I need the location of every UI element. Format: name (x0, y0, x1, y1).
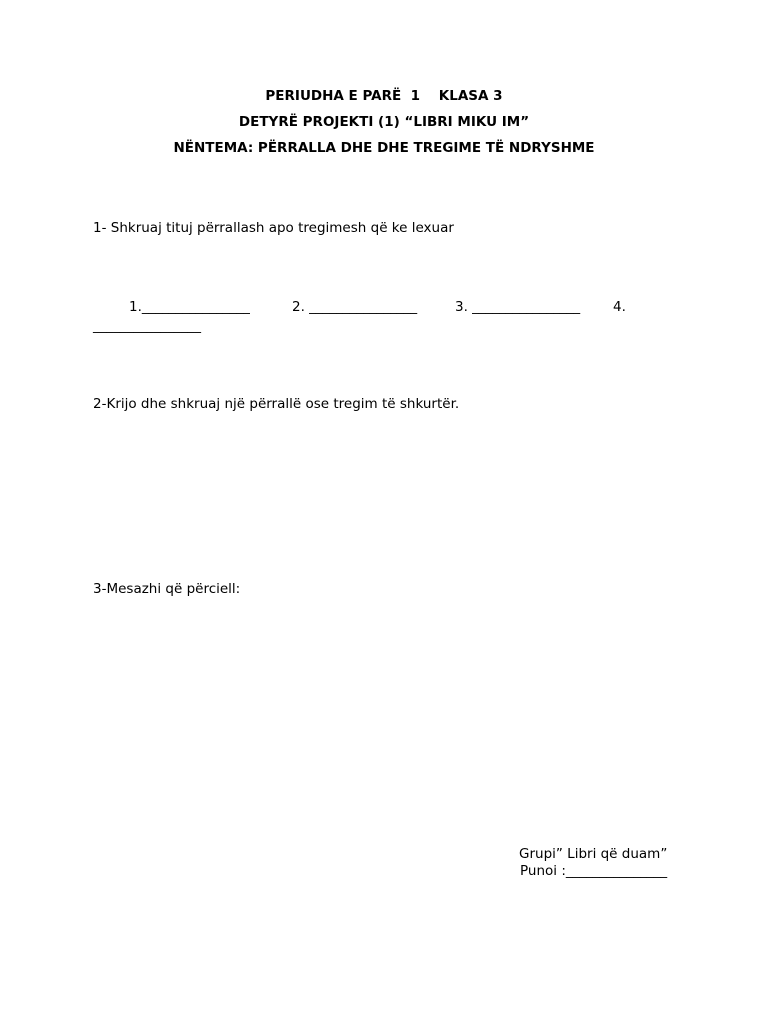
header-project-title: DETYRË PROJEKTI (1) “LIBRI MIKU IM” (238, 114, 530, 130)
answer-blank-4-number: 4. (613, 299, 626, 315)
question-2: 2-Krijo dhe shkruaj një përrallë ose tregim të shkurtër. (93, 396, 460, 412)
answer-blank-1: 1.________________ (129, 299, 250, 315)
answer-blank-3: 3. ________________ (455, 299, 581, 315)
header-subtopic: NËNTEMA: PËRRALLA DHE DHE TREGIME TË NDRYSHME (173, 140, 595, 156)
group-name: Grupi” Libri që duam” (519, 846, 668, 862)
question-1: 1- Shkruaj tituj përrallash apo tregimesh që ke lexuar (93, 220, 454, 236)
author-field: Punoi :_______________ (520, 863, 668, 879)
answer-blank-2: 2. ________________ (292, 299, 418, 315)
answer-blank-4-line: ________________ (93, 318, 201, 334)
header-period-class: PERIUDHA E PARË 1 KLASA 3 (265, 88, 503, 104)
question-3: 3-Mesazhi që përciell: (93, 581, 241, 597)
